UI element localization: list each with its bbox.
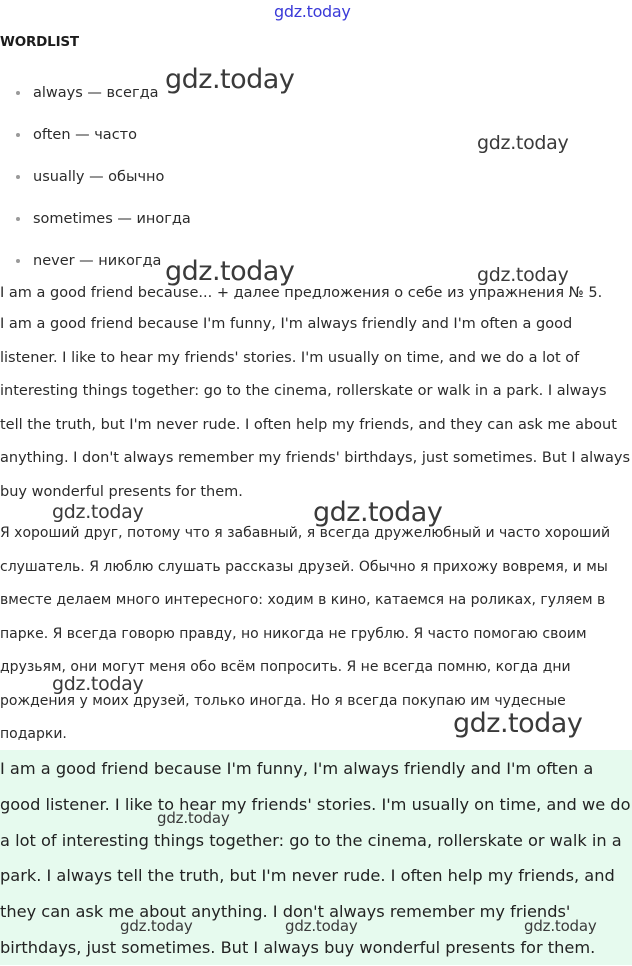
list-item-text: never — никогда: [33, 253, 162, 269]
bullet-icon: [16, 217, 20, 221]
bullet-icon: [16, 175, 20, 179]
watermark: gdz.today: [285, 917, 358, 935]
watermark: gdz.today: [477, 132, 569, 154]
intro-paragraph: I am a good friend because... + далее предложения о себе из упражнения № 5.: [0, 285, 603, 301]
watermark: gdz.today: [524, 917, 597, 935]
list-item-text: sometimes — иногда: [33, 211, 191, 227]
watermark: gdz.today: [313, 497, 443, 528]
russian-paragraph: Я хороший друг, потому что я забавный, я всегда дружелюбный и часто хороший слушатель. Я люблю слушать рассказы друзей. Обычно я прихожу вовремя, и мы вместе делаем много интересного: ходим в кино, катаемся на роликах, гуляем в парке. Я всегда говорю правду, но никогда не грублю. Я часто помогаю своим друзьям, они могут меня обо всём попросить. Я не всегда помню, когда дни рождения у моих друзей, только иногда. Но я всегда покупаю им чудесные подарки.: [0, 525, 611, 742]
list-item-text: usually — обычно: [33, 169, 165, 185]
list-item-text: often — часто: [33, 127, 137, 143]
watermark: gdz.today: [453, 708, 583, 739]
list-item-text: always — всегда: [33, 85, 159, 101]
wordlist: [0, 72, 191, 282]
list-item: [0, 156, 191, 198]
highlighted-answer-text: I am a good friend because I'm funny, I'm always friendly and I'm often a good listener. I like to hear my friends' stories. I'm usually on time, and we do a lot of interesting things together: go to the cinema, rollerskate or walk in a park. I always tell the truth, but I'm never rude. I often help my friends, and they can ask me about anything. I don't always remember my friends' birthdays, just sometimes. But I always buy wonderful presents for them.: [0, 759, 631, 957]
watermark: gdz.today: [120, 917, 193, 935]
list-item: [0, 240, 191, 282]
list-item: [0, 72, 191, 114]
watermark: gdz.today: [477, 264, 569, 286]
top-watermark-logo: gdz.today: [274, 2, 351, 21]
watermark: gdz.today: [157, 809, 230, 827]
bullet-icon: [16, 133, 20, 137]
watermark: gdz.today: [52, 673, 144, 695]
english-paragraph: I am a good friend because I'm funny, I'm always friendly and I'm often a good listener. I like to hear my friends' stories. I'm usually on time, and we do a lot of interesting things together: go to the cinema, rollerskate or walk in a park. I always tell the truth, but I'm never rude. I often help my friends, and they can ask me about anything. I don't always remember my friends' birthdays, just sometimes. But I always buy wonderful presents for them.: [0, 316, 631, 500]
bullet-icon: [16, 91, 20, 95]
watermark: gdz.today: [165, 64, 295, 95]
watermark: gdz.today: [165, 256, 295, 287]
list-item: [0, 114, 191, 156]
bullet-icon: [16, 259, 20, 263]
wordlist-heading: WORDLIST: [0, 34, 79, 50]
watermark: gdz.today: [52, 501, 144, 523]
list-item: [0, 198, 191, 240]
